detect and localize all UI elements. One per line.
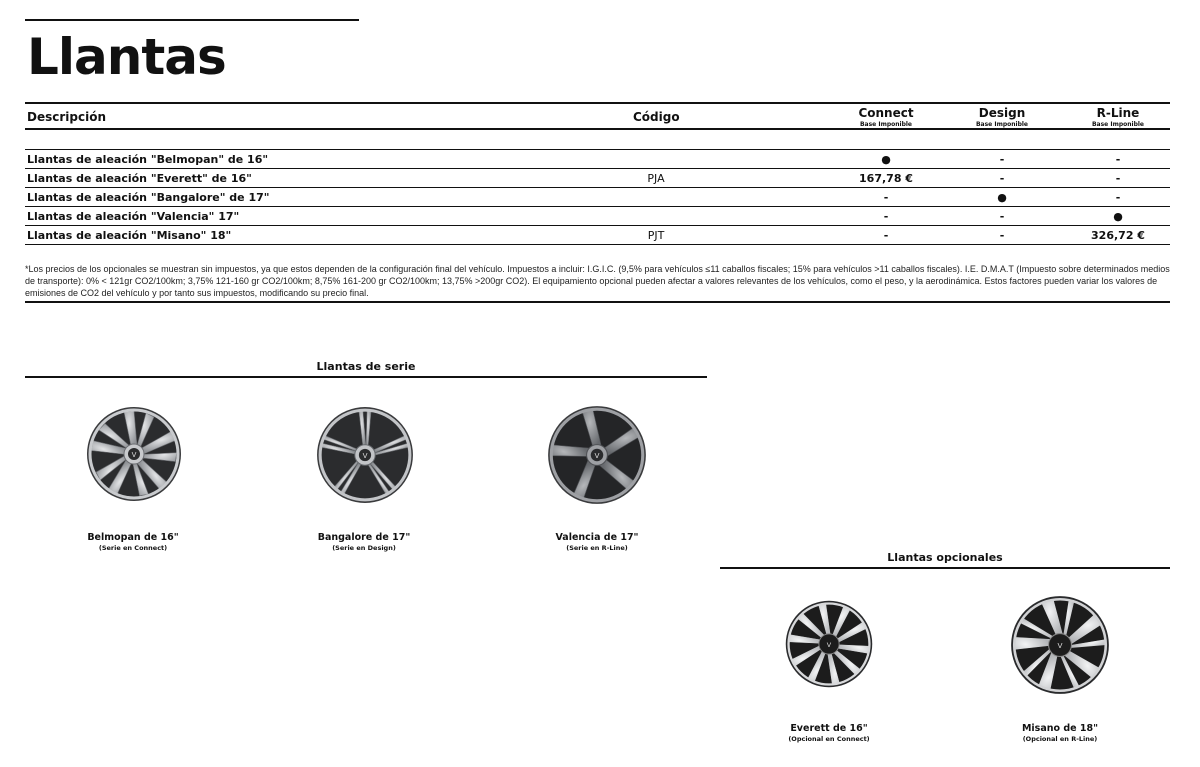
row-name: Llantas de aleación "Misano" 18" bbox=[27, 229, 232, 242]
header-design-base: Base Imponible bbox=[975, 121, 1028, 128]
header-connect-label: Connect bbox=[858, 106, 914, 120]
row-design: - bbox=[999, 172, 1005, 185]
row-name: Llantas de aleación "Belmopan" de 16" bbox=[27, 153, 269, 166]
wheel-note: (Opcional en Connect) bbox=[788, 735, 870, 743]
top-rule bbox=[25, 19, 359, 21]
row-rline: - bbox=[1115, 172, 1121, 185]
wheel-belmopan-caption bbox=[33, 532, 233, 552]
optional-section-title: Llantas opcionales bbox=[887, 551, 1003, 564]
row-design: - bbox=[999, 210, 1005, 223]
header-connect-base: Base Imponible bbox=[859, 121, 912, 128]
table-row bbox=[25, 150, 1170, 169]
row-code: PJA bbox=[647, 172, 665, 185]
row-connect: ● bbox=[881, 153, 891, 166]
header-rline-base: Base Imponible bbox=[1091, 121, 1144, 128]
row-design: - bbox=[999, 153, 1005, 166]
header-connect bbox=[841, 106, 931, 128]
wheel-everett-image bbox=[783, 597, 875, 691]
wheel-misano-caption bbox=[960, 723, 1160, 743]
row-design: ● bbox=[997, 191, 1007, 204]
wheel-name: Everett de 16" bbox=[790, 723, 868, 734]
row-design: - bbox=[999, 229, 1005, 242]
row-rline: ● bbox=[1113, 210, 1123, 223]
row-rline: 326,72 € bbox=[1091, 229, 1145, 242]
wheel-note: (Serie en R-Line) bbox=[566, 544, 628, 552]
header-description: Descripción bbox=[27, 110, 106, 124]
svg-text:V: V bbox=[826, 640, 832, 649]
row-name: Llantas de aleación "Bangalore" de 17" bbox=[27, 191, 270, 204]
header-rline bbox=[1073, 106, 1163, 128]
table-row bbox=[25, 188, 1170, 207]
page-title: Llantas bbox=[27, 28, 226, 86]
optional-section-rule bbox=[720, 567, 1170, 569]
row-name: Llantas de aleación "Everett" de 16" bbox=[27, 172, 252, 185]
wheel-bangalore-caption bbox=[264, 532, 464, 552]
wheel-name: Misano de 18" bbox=[1021, 723, 1099, 734]
footnote: *Los precios de los opcionales se muestran sin impuestos, ya que estos dependen de la configuración final del vehículo. Impuestos a incluir: I.G.I.C. (9,5% para vehículos ≤11 caballos fiscales; 15% para vehículos >11 caballos fiscales). I.E. D.M.A.T (Impuesto sobre determinados medios de transporte): 0% < 121gr CO2/100km; 3,75% 121-160 gr CO2/100km; 8,75% 161-200 gr CO2/100km; 13,75% >200gr CO2). El equipamiento opcional pueden afectar a valores relevantes de los vehículos, como el peso, y la aerodinámica. Estos factores pueden variar los valores de emisiones de CO2 del vehículo y por tanto sus impuestos, modificando su precio final. bbox=[25, 263, 1170, 303]
row-connect: 167,78 € bbox=[859, 172, 913, 185]
standard-section-rule bbox=[25, 376, 707, 378]
wheel-name: Belmopan de 16" bbox=[87, 532, 179, 543]
wheel-belmopan-image bbox=[84, 404, 184, 504]
svg-text:V: V bbox=[131, 451, 137, 459]
header-rline-label: R-Line bbox=[1096, 106, 1140, 120]
row-rline: - bbox=[1115, 191, 1121, 204]
row-rline: - bbox=[1115, 153, 1121, 166]
wheel-misano-image bbox=[1008, 593, 1112, 697]
svg-text:V: V bbox=[1057, 641, 1063, 651]
wheel-note: (Serie en Design) bbox=[332, 544, 396, 552]
header-code: Código bbox=[633, 110, 680, 124]
wheel-note: (Opcional en R-Line) bbox=[1022, 735, 1098, 743]
header-design-label: Design bbox=[978, 106, 1026, 120]
table-row bbox=[25, 226, 1170, 245]
svg-text:V: V bbox=[594, 451, 600, 461]
row-connect: - bbox=[883, 210, 889, 223]
wheel-valencia-caption bbox=[497, 532, 697, 552]
wheel-note: (Serie en Connect) bbox=[98, 544, 168, 552]
row-name: Llantas de aleación "Valencia" 17" bbox=[27, 210, 240, 223]
wheel-everett-caption bbox=[729, 723, 929, 743]
row-connect: - bbox=[883, 191, 889, 204]
table-body bbox=[25, 149, 1170, 245]
row-code: PJT bbox=[647, 229, 665, 242]
wheel-name: Valencia de 17" bbox=[555, 532, 639, 543]
wheel-name: Bangalore de 17" bbox=[317, 532, 411, 543]
table-row bbox=[25, 207, 1170, 226]
wheel-bangalore-image bbox=[314, 404, 416, 506]
price-table bbox=[25, 102, 1170, 245]
table-header bbox=[25, 102, 1170, 130]
standard-section-title: Llantas de serie bbox=[316, 360, 416, 373]
wheel-valencia-image bbox=[545, 403, 649, 507]
table-row bbox=[25, 169, 1170, 188]
svg-text:V: V bbox=[362, 451, 368, 461]
header-design bbox=[957, 106, 1047, 128]
row-connect: - bbox=[883, 229, 889, 242]
